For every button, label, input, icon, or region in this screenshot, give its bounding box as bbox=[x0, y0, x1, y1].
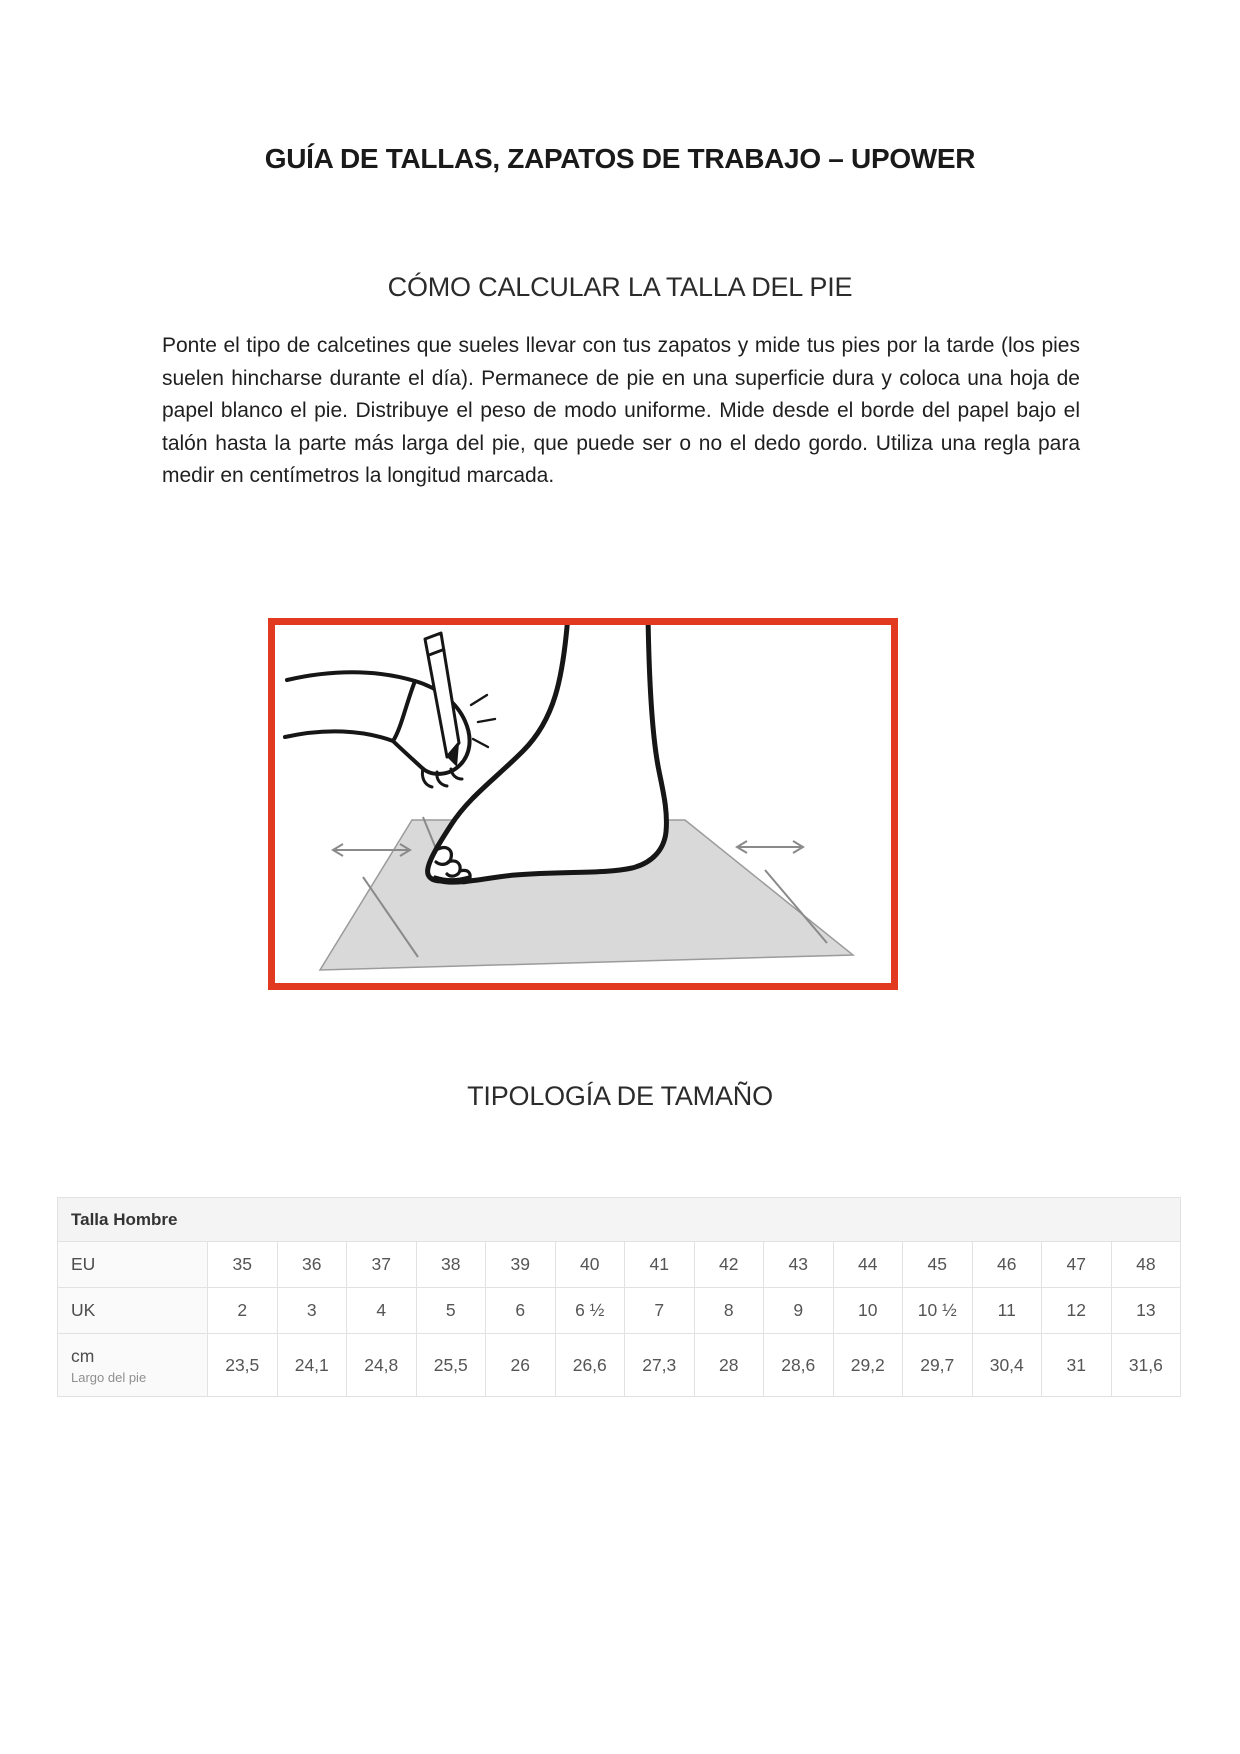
size-value-cell: 8 bbox=[694, 1288, 764, 1334]
size-value-cell: 28,6 bbox=[764, 1334, 834, 1397]
size-value-cell: 10 bbox=[833, 1288, 903, 1334]
size-value-cell: 27,3 bbox=[625, 1334, 695, 1397]
size-value-cell: 2 bbox=[208, 1288, 278, 1334]
size-value-cell: 29,2 bbox=[833, 1334, 903, 1397]
size-value-cell: 11 bbox=[972, 1288, 1042, 1334]
hand-shape bbox=[393, 681, 470, 774]
size-value-cell: 31,6 bbox=[1111, 1334, 1181, 1397]
size-value-cell: 10 ½ bbox=[903, 1288, 973, 1334]
section-heading-size-typology: TIPOLOGÍA DE TAMAÑO bbox=[467, 1081, 773, 1111]
size-value-cell: 3 bbox=[277, 1288, 347, 1334]
size-value-cell: 48 bbox=[1111, 1242, 1181, 1288]
table-row bbox=[58, 1242, 1181, 1288]
table-title: Talla Hombre bbox=[58, 1198, 1181, 1242]
size-value-cell: 46 bbox=[972, 1242, 1042, 1288]
table-row bbox=[58, 1334, 1181, 1397]
size-value-cell: 4 bbox=[347, 1288, 417, 1334]
size-value-cell: 9 bbox=[764, 1288, 834, 1334]
size-value-cell: 30,4 bbox=[972, 1334, 1042, 1397]
size-value-cell: 36 bbox=[277, 1242, 347, 1288]
size-value-cell: 39 bbox=[486, 1242, 556, 1288]
size-value-cell: 26,6 bbox=[555, 1334, 625, 1397]
size-value-cell: 44 bbox=[833, 1242, 903, 1288]
size-value-cell: 38 bbox=[416, 1242, 486, 1288]
size-value-cell: 45 bbox=[903, 1242, 973, 1288]
size-value-cell: 7 bbox=[625, 1288, 695, 1334]
arm-lines bbox=[285, 672, 415, 741]
row-sublabel: Largo del pie bbox=[71, 1369, 147, 1385]
size-value-cell: 37 bbox=[347, 1242, 417, 1288]
table-row bbox=[58, 1288, 1181, 1334]
table-header-row bbox=[58, 1198, 1181, 1242]
size-value-cell: 31 bbox=[1042, 1334, 1112, 1397]
size-value-cell: 25,5 bbox=[416, 1334, 486, 1397]
foot-measuring-figure bbox=[268, 618, 898, 990]
row-label: UK bbox=[58, 1288, 208, 1334]
row-label: cm Largo del pie bbox=[58, 1334, 208, 1397]
length-arrow-right bbox=[737, 841, 803, 853]
size-table-body bbox=[58, 1242, 1181, 1397]
size-value-cell: 13 bbox=[1111, 1288, 1181, 1334]
size-value-cell: 40 bbox=[555, 1242, 625, 1288]
motion-marks bbox=[471, 695, 495, 747]
section-heading-how-to-measure: CÓMO CALCULAR LA TALLA DEL PIE bbox=[387, 272, 853, 302]
size-value-cell: 6 bbox=[486, 1288, 556, 1334]
size-value-cell: 43 bbox=[764, 1242, 834, 1288]
row-label: EU bbox=[58, 1242, 208, 1288]
size-value-cell: 42 bbox=[694, 1242, 764, 1288]
size-value-cell: 23,5 bbox=[208, 1334, 278, 1397]
size-value-cell: 41 bbox=[625, 1242, 695, 1288]
size-value-cell: 12 bbox=[1042, 1288, 1112, 1334]
page-title: GUÍA DE TALLAS, ZAPATOS DE TRABAJO – UPOWER bbox=[264, 143, 976, 174]
size-value-cell: 47 bbox=[1042, 1242, 1112, 1288]
instructions-paragraph: Ponte el tipo de calcetines que sueles llevar con tus zapatos y mide tus pies por la tarde (los pies suelen hincharse durante el día). Permanece de pie en una superficie dura y coloca una hoja de papel blanco el pie. Distribuye el peso de modo uniforme. Mide desde el borde del papel bajo el talón hasta la parte más larga del pie, que puede ser o no el dedo gordo. Utiliza una regla para medir en centímetros la longitud marcada. bbox=[162, 334, 1080, 487]
size-value-cell: 24,1 bbox=[277, 1334, 347, 1397]
size-value-cell: 24,8 bbox=[347, 1334, 417, 1397]
size-table bbox=[57, 1197, 1181, 1397]
size-value-cell: 28 bbox=[694, 1334, 764, 1397]
size-value-cell: 29,7 bbox=[903, 1334, 973, 1397]
size-value-cell: 6 ½ bbox=[555, 1288, 625, 1334]
size-value-cell: 35 bbox=[208, 1242, 278, 1288]
size-value-cell: 5 bbox=[416, 1288, 486, 1334]
size-value-cell: 26 bbox=[486, 1334, 556, 1397]
foot-measuring-illustration bbox=[275, 625, 891, 983]
